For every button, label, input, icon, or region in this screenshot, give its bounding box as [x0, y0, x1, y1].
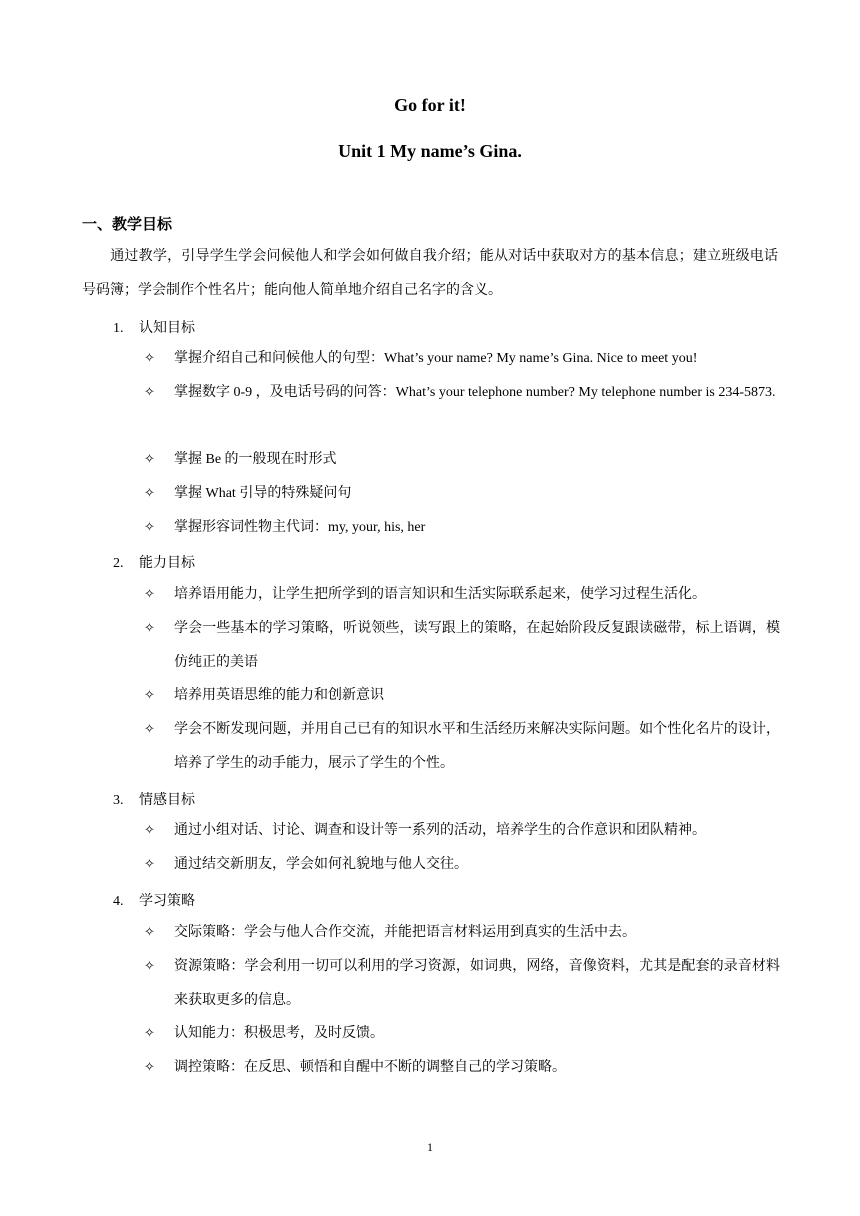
list-item [144, 612, 780, 680]
section-heading: 一、教学目标 [82, 215, 173, 233]
list-item [144, 1051, 780, 1085]
list-item-text: 掌握数字 0-9 ，及电话号码的问答：What’s your telephone number? My telephone number is 234-5873. [174, 385, 776, 400]
list-item [144, 477, 780, 511]
list-item-text: 学会一些基本的学习策略，听说领些，读写跟上的策略，在起始阶段反复跟读磁带，标上语调，模仿纯正的美语 [174, 621, 780, 670]
list-item-text: 掌握形容词性物主代词：my, your, his, her [174, 520, 426, 535]
list-item [144, 916, 780, 950]
list-item-text: 培养语用能力，让学生把所学到的语言知识和生活实际联系起来，使学习过程生活化。 [174, 587, 706, 602]
bullet-icon: ✧ [144, 621, 155, 636]
bullet-icon: ✧ [144, 520, 155, 535]
list-item-text: 掌握介绍自己和问候他人的句型：What’s your name? My name’s Gina. Nice to meet you! [174, 351, 698, 366]
category-heading [113, 552, 195, 572]
category-number: 2. [113, 556, 124, 571]
category-number: 1. [113, 321, 124, 336]
category-label: 学习策略 [139, 894, 195, 909]
list-item-text: 学会不断发现问题，并用自己已有的知识水平和生活经历来解决实际问题。如个性化名片的设计，培养了学生的动手能力，展示了学生的个性。 [174, 722, 780, 771]
list-item-text: 通过结交新朋友，学会如何礼貌地与他人交往。 [174, 857, 468, 872]
list-item [144, 814, 780, 848]
bullet-icon: ✧ [144, 857, 155, 872]
intro-text: 通过教学，引导学生学会问候他人和学会如何做自我介绍；能从对话中获取对方的基本信息；建立班级电话号码簿；学会制作个性名片；能向他人简单地介绍自己名字的含义。 [82, 249, 778, 298]
list-item [144, 679, 780, 713]
list-item-text: 培养用英语思维的能力和创新意识 [174, 688, 384, 703]
bullet-icon: ✧ [144, 823, 155, 838]
list-item-text: 交际策略：学会与他人合作交流，并能把语言材料运用到真实的生活中去。 [174, 925, 636, 940]
category-label: 情感目标 [139, 793, 195, 808]
list-item [144, 342, 780, 376]
category-label: 能力目标 [139, 556, 195, 571]
category-heading [113, 890, 195, 910]
unit-title: Unit 1 My name’s Gina. [338, 141, 522, 161]
list-item [144, 578, 780, 612]
list-item [144, 443, 780, 477]
page-number: 1 [427, 1140, 433, 1154]
list-item-text: 认知能力：积极思考，及时反馈。 [174, 1026, 384, 1041]
category-number: 4. [113, 894, 124, 909]
list-item-text: 掌握 What 引导的特殊疑问句 [174, 486, 352, 501]
bullet-icon: ✧ [144, 722, 155, 737]
document-title: Go for it! [394, 95, 466, 115]
bullet-icon: ✧ [144, 385, 155, 400]
category-label: 认知目标 [139, 321, 195, 336]
intro-paragraph [82, 240, 778, 308]
category-heading [113, 317, 195, 337]
bullet-icon: ✧ [144, 1026, 155, 1041]
bullet-icon: ✧ [144, 351, 155, 366]
category-heading [113, 789, 195, 809]
bullet-icon: ✧ [144, 959, 155, 974]
bullet-icon: ✧ [144, 587, 155, 602]
bullet-icon: ✧ [144, 452, 155, 467]
list-item-text: 资源策略：学会利用一切可以利用的学习资源，如词典，网络，音像资料，尤其是配套的录音材料来获取更多的信息。 [174, 959, 780, 1008]
list-item [144, 376, 780, 410]
bullet-icon: ✧ [144, 1060, 155, 1075]
list-item-text: 掌握 Be 的一般现在时形式 [174, 452, 337, 467]
bullet-icon: ✧ [144, 688, 155, 703]
list-item [144, 848, 780, 882]
list-item [144, 1017, 780, 1051]
category-number: 3. [113, 793, 124, 808]
bullet-icon: ✧ [144, 925, 155, 940]
list-item [144, 511, 780, 545]
bullet-icon: ✧ [144, 486, 155, 501]
list-item [144, 713, 780, 781]
list-item [144, 950, 780, 1018]
list-item-text: 调控策略：在反思、顿悟和自醒中不断的调整自己的学习策略。 [174, 1060, 566, 1075]
list-item-text: 通过小组对话、讨论、调查和设计等一系列的活动，培养学生的合作意识和团队精神。 [174, 823, 706, 838]
